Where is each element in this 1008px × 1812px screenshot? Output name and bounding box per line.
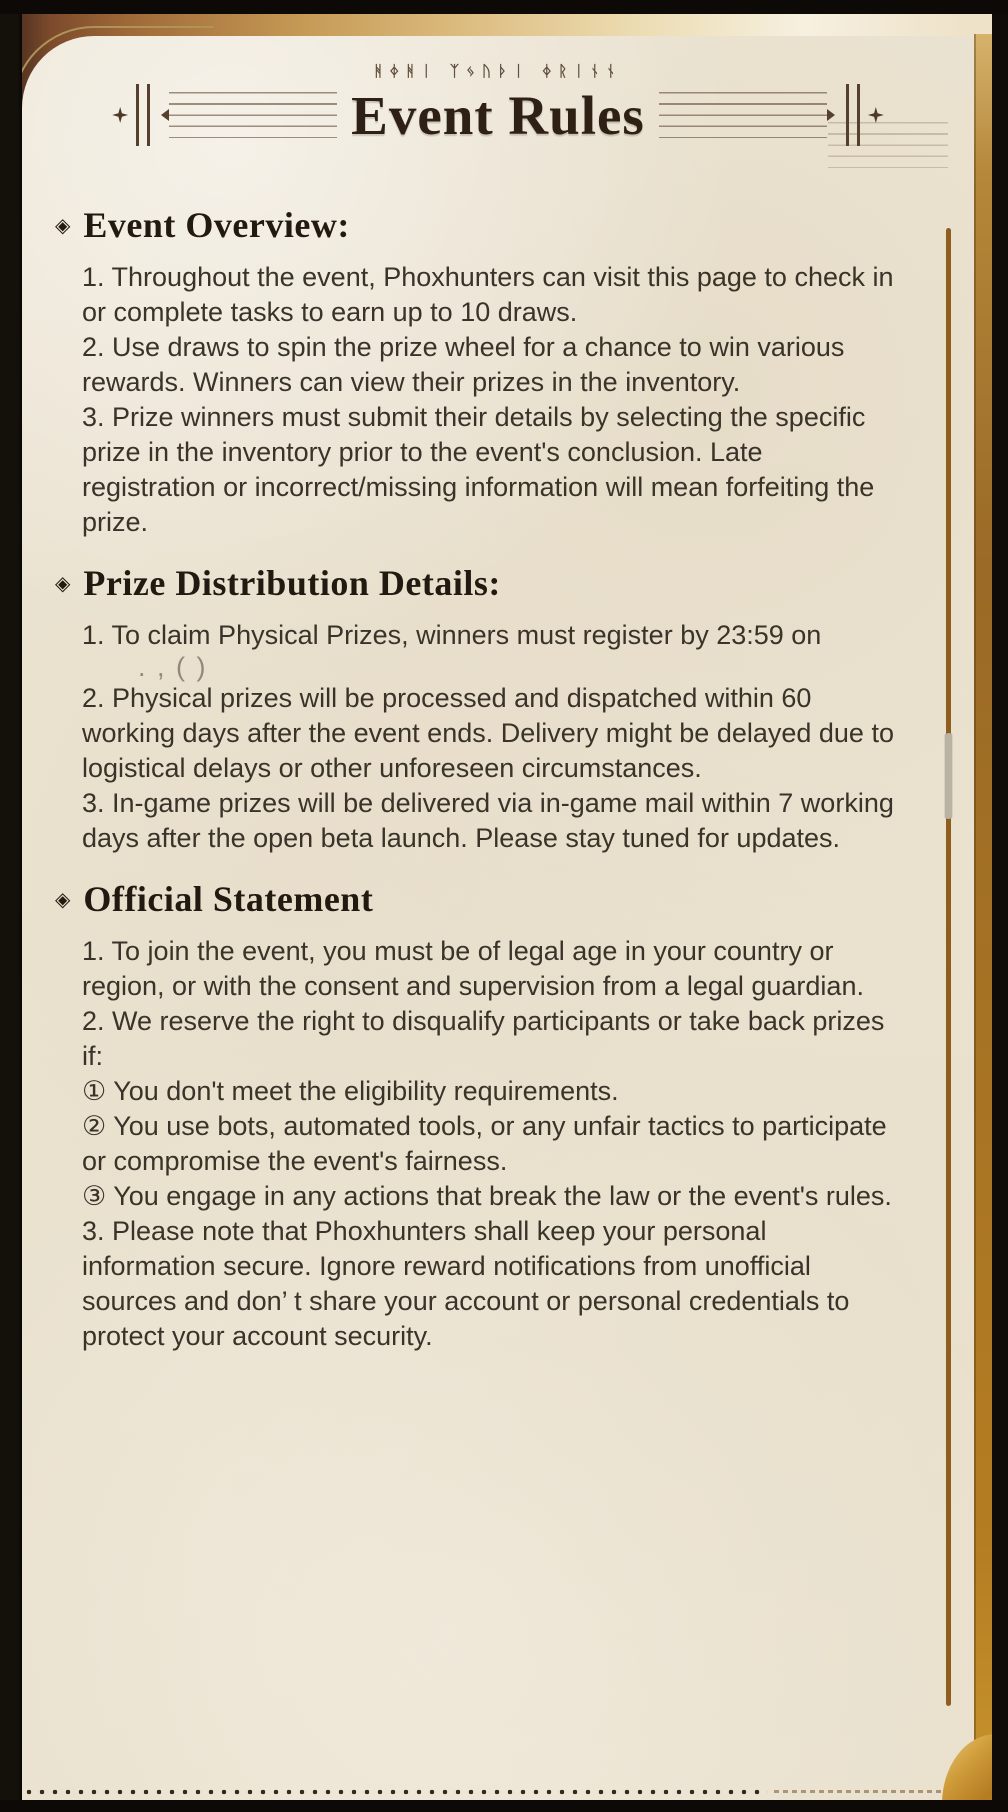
section-heading: Prize Distribution Details: — [83, 563, 501, 603]
section-heading-row — [55, 878, 934, 920]
rule-item: ② You use bots, automated tools, or any unfair tactics to participate or compromise the event's fairness. — [82, 1111, 887, 1176]
section-heading: Event Overview: — [83, 205, 350, 245]
ornament-arrow-left-icon — [155, 109, 169, 121]
rule-item: 2. Use draws to spin the prize wheel for a chance to win various rewards. Winners can view their prizes in the inventory. — [82, 332, 845, 397]
bottom-frame-edge — [0, 1800, 1008, 1812]
rule-item: 3. Prize winners must submit their details by selecting the specific prize in the inventory prior to the event's conclusion. Late registration or incorrect/missing information will mean forfeiting the prize. — [82, 402, 875, 537]
diamond-star-icon-left — [112, 107, 128, 123]
staff-lines-right — [659, 92, 827, 138]
scrollbar-thumb[interactable] — [945, 733, 952, 819]
rule-item: 3. Please note that Phoxhunters shall keep your personal information secure. Ignore reward notifications from unofficial sources and don’ t share your account or personal credentials to protect your account security. — [82, 1216, 850, 1351]
rules-page — [22, 36, 974, 1812]
rule-item: 1. To claim Physical Prizes, winners must register by 23:59 on — [82, 620, 822, 650]
ornament-arrow-right-icon — [827, 109, 841, 121]
rule-item: 1. To join the event, you must be of legal age in your country or region, or with the consent and supervision from a legal guardian. — [82, 936, 864, 1001]
rules-header — [22, 36, 974, 148]
diamond-bullet-icon: ◈ — [55, 887, 71, 911]
scrollbar-track[interactable] — [946, 228, 951, 1706]
rules-content[interactable] — [22, 148, 974, 1354]
section-heading-row — [55, 562, 934, 604]
section-body — [82, 260, 934, 540]
rule-item: 3. In-game prizes will be delivered via in-game mail within 7 working days after the open beta launch. Please stay tuned for updates. — [82, 788, 894, 853]
page-title: Event Rules — [351, 84, 645, 146]
redacted-date-line: . , ( ) — [138, 652, 208, 682]
ornament-double-bar-left — [136, 84, 150, 146]
staff-lines-left — [169, 92, 337, 138]
decorative-runes-text: ᚻᛄᚻᛁ ᛉᛃᚢᚦᛁ ᛄᚱᛁᚾᚾ — [373, 62, 623, 80]
diamond-bullet-icon: ◈ — [55, 571, 71, 595]
section-event-overview — [55, 204, 934, 540]
right-frame-edge — [992, 0, 1008, 1812]
rule-item: 2. We reserve the right to disqualify participants or take back prizes if: — [82, 1006, 885, 1071]
diamond-bullet-icon: ◈ — [55, 213, 71, 237]
rule-item: ① You don't meet the eligibility requirements. — [82, 1076, 619, 1106]
rule-item: 1. Throughout the event, Phoxhunters can visit this page to check in or complete tasks to earn up to 10 draws. — [82, 262, 894, 327]
bottom-dotted-divider — [26, 1789, 768, 1795]
section-body — [82, 618, 934, 856]
rule-item: 2. Physical prizes will be processed and dispatched within 60 working days after the event ends. Delivery might be delayed due to logistical delays or other unforeseen circumstances. — [82, 683, 894, 783]
section-official-statement — [55, 878, 934, 1354]
section-body — [82, 934, 934, 1354]
rule-item: ③ You engage in any actions that break the law or the event's rules. — [82, 1181, 892, 1211]
section-heading-row — [55, 204, 934, 246]
diamond-star-icon-right — [868, 107, 884, 123]
top-frame-edge — [0, 0, 1008, 14]
section-prize-distribution — [55, 562, 934, 856]
section-heading: Official Statement — [83, 879, 374, 919]
left-frame-edge — [0, 0, 22, 1812]
